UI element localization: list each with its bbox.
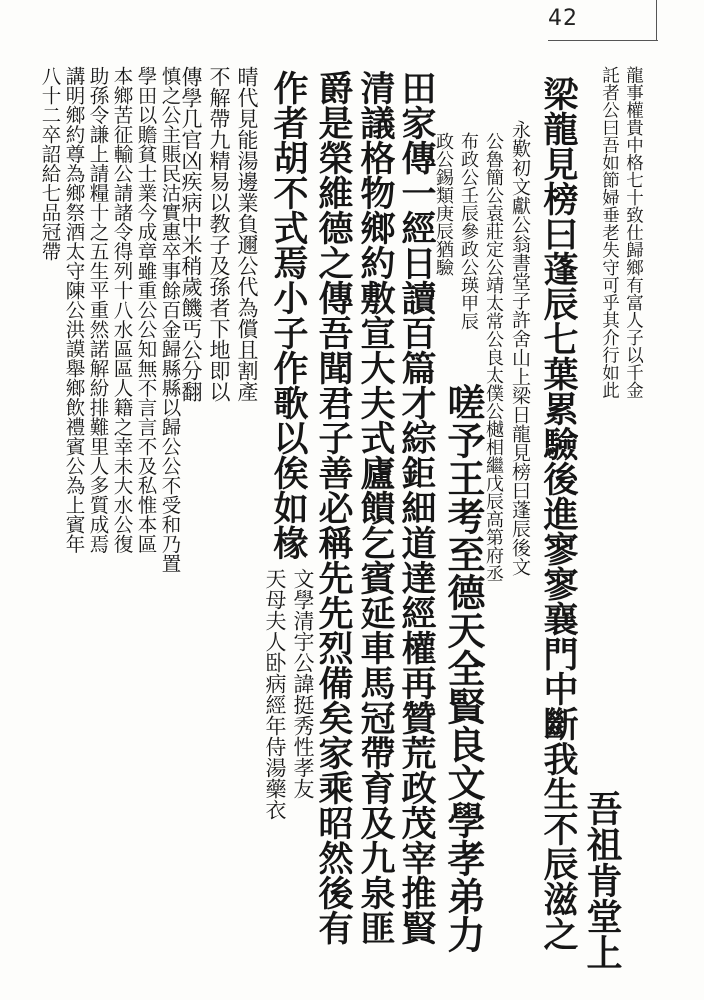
text-column-4: 永歎初文獻公翁書堂子許舍山上梁日龍見榜曰蓬辰後文 bbox=[509, 120, 531, 576]
text-column-9: 清議格物鄉約敷宣大夫式廬饋乞賓延車馬冠帶育及九泉匪 bbox=[355, 70, 396, 945]
text-column-10: 爵是榮維德之傳吾聞君子善必稱先先烈備矣家乘昭然後有 bbox=[313, 70, 354, 945]
text-column-1: 龍事權貴中格七十致仕歸鄉有富人子以千金 bbox=[623, 66, 644, 399]
text-column-5: 公魯簡公袁莊定公靖太常公良太僕公樾相繼戊辰高第府丞 bbox=[483, 132, 504, 582]
text-column-6b: 政公錫類庚辰猶驗 bbox=[433, 132, 454, 276]
page-number: 42 bbox=[548, 6, 578, 31]
text-column-2b: 吾祖肯堂上 bbox=[581, 790, 623, 970]
text-column-18: 本鄉苦征輸公請諸令得列十八水區區人籍之幸未大水公復 bbox=[110, 66, 134, 554]
page-number-frame-top bbox=[548, 40, 658, 41]
text-column-11: 作者胡不式焉小子作歌以俟如椽 bbox=[268, 70, 309, 560]
text-column-15: 傳學几官凶疾病中米稍歲饑丐公分翻 bbox=[179, 66, 203, 402]
text-column-2: 託者公曰吾如節婦垂老失守可乎其介行如此 bbox=[599, 66, 620, 399]
text-column-13: 晴代見能湯邊業負邇公代為償且割產 bbox=[235, 66, 259, 402]
text-column-17: 學田以贍貧士業今成章雖重公公知無不言言不及私惟本區 bbox=[134, 66, 158, 554]
text-column-8: 田家傳一經日讀百篇才綜鉅細道達經權再贊荒政茂宰推賢 bbox=[396, 70, 437, 945]
text-column-19: 助孫令謙上請糧十之五生平重然諾解紛排難里人多質成焉 bbox=[86, 66, 110, 554]
text-column-12a: 文學清宇公諱挺秀性孝友 bbox=[291, 568, 315, 799]
text-column-3: 梁龍見榜曰蓬辰七葉累驗後進寥寥襄門中斷我生不辰滋之 bbox=[538, 76, 579, 951]
text-column-16: 慎之公主賬民沽實惠卒事餘百金歸縣縣以歸公公不受和乃置 bbox=[158, 66, 182, 573]
page-number-frame-side bbox=[656, 0, 657, 40]
text-column-14: 不解帶九精易以教子及孫者下地即以 bbox=[207, 66, 231, 402]
text-column-20: 講明鄉約尊為鄉祭酒太守陳公洪謨舉鄉飲禮賓公為上賓年 bbox=[62, 66, 86, 554]
text-column-12b: 天母夫人卧病經年侍湯藥衣 bbox=[263, 568, 287, 820]
text-column-21: 八十二卒詔給七品冠帶 bbox=[38, 66, 62, 261]
text-column-7: 嗟予王考至德天全賢良文學孝弟力 bbox=[441, 383, 486, 953]
text-column-6a: 布政公壬辰參政公瑛甲辰 bbox=[458, 132, 479, 330]
